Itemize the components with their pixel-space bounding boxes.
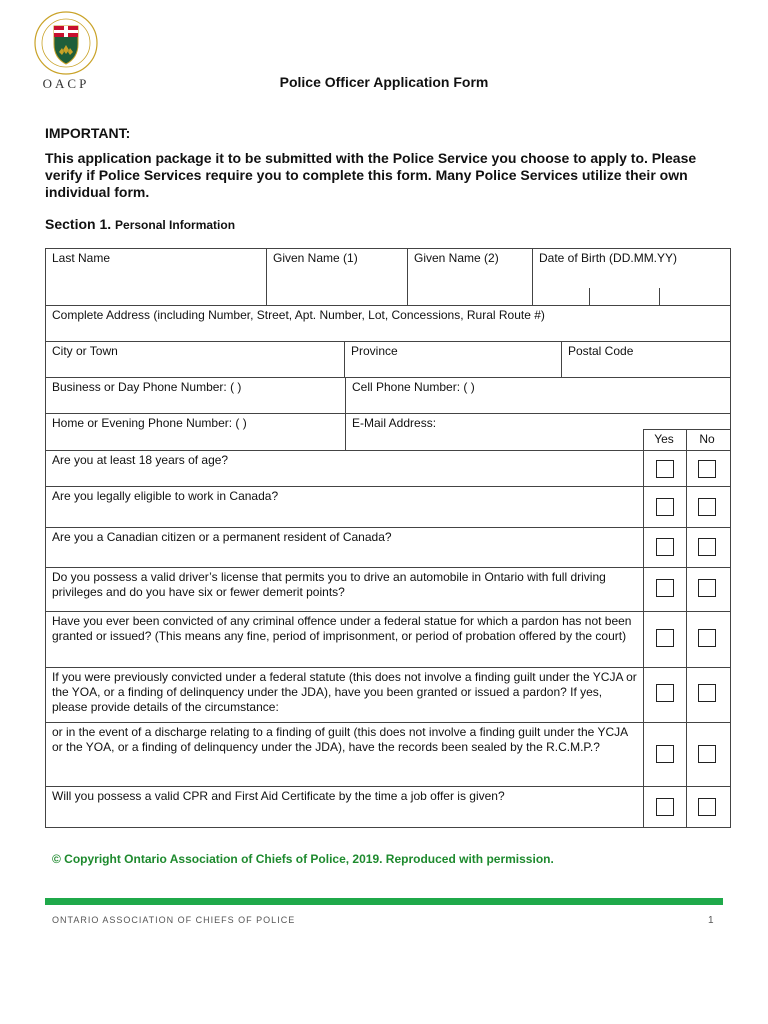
footer-organization: ONTARIO ASSOCIATION OF CHIEFS OF POLICE (52, 915, 296, 925)
no-checkbox-3[interactable] (698, 538, 716, 556)
date-of-birth-label: Date of Birth (DD.MM.YY) (539, 251, 678, 265)
no-checkbox-6[interactable] (698, 684, 716, 702)
oacp-crest-icon (30, 10, 102, 76)
page-number: 1 (708, 915, 714, 926)
cell-phone-field[interactable] (345, 377, 731, 414)
date-of-birth-field[interactable] (532, 248, 731, 306)
page-title: Police Officer Application Form (279, 74, 489, 90)
question-row-6 (45, 667, 644, 723)
yes-checkbox-2[interactable] (656, 498, 674, 516)
complete-address-label: Complete Address (including Number, Street, Apt. Number, Lot, Concessions, Rural Route #) (52, 308, 545, 322)
question-row-4 (45, 567, 644, 612)
section-label: Section 1. (45, 216, 112, 232)
yes-checkbox-3[interactable] (656, 538, 674, 556)
footer-divider (45, 898, 723, 905)
question-row-1 (45, 450, 644, 487)
yes-checkbox-7[interactable] (656, 745, 674, 763)
intro-text: This application package it to be submitted with the Police Service you choose to apply to. Please verify if Police Services require you to complete this form. Many Police Services utilize their own individual form. (45, 150, 697, 200)
email-label: E-Mail Address: (352, 416, 437, 430)
question-text-2: Are you legally eligible to work in Canada? (52, 489, 279, 503)
question-text-6: If you were previously convicted under a federal statute (this does not involve a finding guilt under the YCJA or the YOA, or a finding of delinquency under the JDA), have you been granted or issued a pardon? If yes, please provide details of the circumstance: (52, 670, 637, 714)
question-row-7 (45, 722, 644, 787)
question-row-5 (45, 611, 644, 668)
logo-acronym: OACP (42, 76, 90, 91)
no-checkbox-5[interactable] (698, 629, 716, 647)
important-heading: IMPORTANT: (45, 125, 131, 141)
given-name-2-field[interactable] (407, 248, 533, 306)
given-name-2-label: Given Name (2) (414, 251, 499, 265)
copyright-notice: © Copyright Ontario Association of Chiefs of Police, 2019. Reproduced with permission. (52, 852, 554, 866)
no-header-label: No (699, 432, 715, 446)
given-name-1-label: Given Name (1) (273, 251, 358, 265)
yes-checkbox-8[interactable] (656, 798, 674, 816)
question-row-2 (45, 486, 644, 528)
dob-divider-day (589, 288, 590, 306)
business-phone-field[interactable] (45, 377, 346, 414)
city-label: City or Town (52, 344, 118, 358)
last-name-label: Last Name (52, 251, 111, 265)
yes-header-label: Yes (654, 432, 674, 446)
question-text-3: Are you a Canadian citizen or a permanent resident of Canada? (52, 530, 392, 544)
yes-checkbox-4[interactable] (656, 579, 674, 597)
province-label: Province (351, 344, 398, 358)
question-text-5: Have you ever been convicted of any criminal offence under a federal statue for which a pardon has not been granted or issued? (This means any fine, period of imprisonment, or period of probation offered by the court) (52, 614, 632, 643)
city-field[interactable] (45, 341, 345, 378)
yes-checkbox-5[interactable] (656, 629, 674, 647)
no-checkbox-7[interactable] (698, 745, 716, 763)
section-name: Personal Information (115, 218, 236, 232)
section-heading (45, 216, 235, 232)
question-text-4: Do you possess a valid driver’s license that permits you to drive an automobile in Ontario with full driving privileges and do you have six or fewer demerit points? (52, 570, 606, 599)
given-name-1-field[interactable] (266, 248, 408, 306)
question-row-8 (45, 786, 644, 828)
home-phone-field[interactable] (45, 413, 346, 451)
application-form-table (45, 248, 731, 828)
postal-code-field[interactable] (561, 341, 731, 378)
home-phone-label: Home or Evening Phone Number: ( ) (52, 416, 247, 430)
cell-phone-label: Cell Phone Number: ( ) (352, 380, 475, 394)
postal-code-label: Postal Code (568, 344, 634, 358)
business-phone-label: Business or Day Phone Number: ( ) (52, 380, 242, 394)
complete-address-field[interactable] (45, 305, 731, 342)
dob-divider-month (659, 288, 660, 306)
question-row-3 (45, 527, 644, 568)
question-text-8: Will you possess a valid CPR and First Aid Certificate by the time a job offer is given? (52, 789, 505, 803)
question-text-1: Are you at least 18 years of age? (52, 453, 229, 467)
question-text-7: or in the event of a discharge relating to a finding of guilt (this does not involve a finding guilt under the YCJA or the YOA, or a finding of delinquency under the JDA), have the records been sealed by the R.C.M.P.? (52, 725, 628, 754)
yes-checkbox-1[interactable] (656, 460, 674, 478)
no-checkbox-2[interactable] (698, 498, 716, 516)
no-checkbox-4[interactable] (698, 579, 716, 597)
no-checkbox-8[interactable] (698, 798, 716, 816)
yes-checkbox-6[interactable] (656, 684, 674, 702)
province-field[interactable] (344, 341, 562, 378)
last-name-field[interactable] (45, 248, 267, 306)
no-checkbox-1[interactable] (698, 460, 716, 478)
